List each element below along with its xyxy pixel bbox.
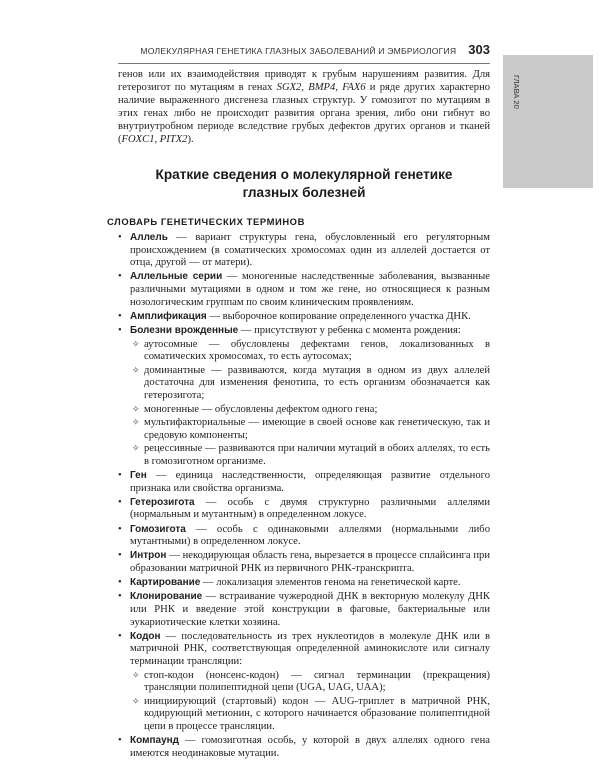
glossary-term (118, 550, 490, 575)
intro-paragraph (118, 68, 490, 146)
running-title: МОЛЕКУЛЯРНАЯ ГЕНЕТИКА ГЛАЗНЫХ ЗАБОЛЕВАНИЙ И ЭМБРИОЛОГИЯ (140, 46, 457, 56)
glossary-list (118, 232, 490, 760)
running-head (118, 42, 490, 64)
term-name: Компаунд (130, 735, 180, 747)
term-definition: — присутствуют у ребенка с момента рождения: (238, 324, 461, 336)
page-content (107, 68, 491, 762)
sub-item (132, 695, 490, 734)
sub-item (132, 364, 490, 403)
term-name: Картирование (130, 577, 201, 589)
section-title (128, 166, 480, 202)
intro-text: ). (187, 134, 194, 145)
glossary-term (118, 325, 490, 469)
glossary-term (118, 591, 490, 629)
term-name: Ген (130, 470, 147, 482)
term-definition: — моногенные наследственные заболевания, вызванные различными мутациями в одном и том же гене, но относящиеся к разным нозологическим группам по своим клиническим проявлениям. (130, 271, 491, 308)
sub-item (132, 669, 490, 695)
term-name: Интрон (130, 550, 167, 562)
gene-name: PITX2 (159, 134, 188, 145)
sub-item-text: стоп-кодон (нонсенс-кодон) — сигнал терминации (прекращения) трансляции полипептидной цепи (UGA, UAG, UAA); (144, 669, 490, 694)
term-definition: — особь с двумя структурно различными аллелями (нормальным и мутантным) в определенном локусе. (130, 496, 490, 521)
term-name: Аллель (130, 232, 168, 243)
glossary-term (118, 497, 490, 522)
glossary-term (118, 232, 490, 270)
diamond-bullet-icon: ✧ (132, 364, 140, 375)
diamond-bullet-icon: ✧ (132, 669, 140, 680)
glossary-heading: СЛОВАРЬ ГЕНЕТИЧЕСКИХ ТЕРМИНОВ (107, 216, 305, 227)
sub-item-text: доминантные — развиваются, когда мутация в одном из двух аллелей достаточна для изменения фенотипа, то есть организм обозначается как гетерозигота; (144, 364, 490, 401)
header-rule (118, 63, 490, 64)
sub-item-text: моногенные — обусловлены дефектом одного гена; (144, 403, 378, 415)
term-definition: — единица наследственности, определяющая развитие отдельного признака или свойства организма. (130, 470, 490, 494)
intro-text: , (335, 82, 343, 93)
section-title-line-1: Краткие сведения о молекулярной генетике (155, 167, 453, 182)
gene-name: FOXC1 (121, 134, 155, 145)
glossary-term (118, 271, 490, 309)
intro-text: и ряде других характерно наличие выраженного дисгенеза глазных структур. У гомозигот по мутациям в этих генах либо не происходит развития органа зрения, либо они гибнут во внутриутробном периоде вследствие грубых дефектов других органов и тканей ( (118, 82, 491, 145)
term-definition: — вариант структуры гена, обусловленный его регуляторным происхождением (в соматических хромосомах один из аллелей достается от отца, другой — от матери). (130, 232, 490, 269)
section-title-line-2: глазных болезней (242, 185, 366, 200)
intro-text: , (301, 82, 309, 93)
sub-item-text: рецессивные — развиваются при наличии мутаций в обоих аллелях, то есть в гомозиготном организме. (144, 443, 490, 467)
term-definition: — гомозиготная особь, у которой в двух аллелях одного гена имеются неодинаковые мутации. (130, 735, 490, 759)
diamond-bullet-icon: ✧ (132, 695, 140, 706)
glossary-term (118, 311, 490, 324)
term-name: Кодон (130, 630, 161, 642)
sub-list (130, 338, 490, 469)
term-definition: — некодирующая область гена, вырезается в процессе сплайсинга при образовании матричной РНК из первичного РНК-транскрипта. (130, 550, 490, 574)
term-name: Болезни врожденные (130, 324, 239, 336)
sub-item (132, 442, 490, 468)
chapter-tab-label: ГЛАВА 20 (512, 75, 521, 109)
glossary-term (118, 524, 490, 549)
sub-item-text: аутосомные — обусловлены дефектами генов, локализованных в соматических хромосомах, то есть аутосомах; (144, 338, 490, 363)
diamond-bullet-icon: ✧ (132, 417, 140, 428)
diamond-bullet-icon: ✧ (132, 403, 140, 414)
diamond-bullet-icon: ✧ (132, 338, 140, 349)
sub-item (132, 416, 490, 442)
intro-text: генов или их взаимодействия приводят к грубым нарушениям развития. Для гетерозигот по мутациям в генах (118, 69, 490, 93)
sub-list (130, 669, 490, 734)
intro-text: , (154, 134, 160, 145)
gene-name: SGX2 (276, 82, 302, 93)
term-name: Клонирование (130, 591, 203, 603)
glossary-term (118, 631, 490, 734)
term-definition: — особь с одинаковыми аллелями (нормальными либо мутантными) в определенном локусе. (130, 523, 490, 548)
sub-item (132, 403, 490, 417)
sub-item-text: мультифакториальные — имеющие в своей основе как генетическую, так и средовую компоненты; (144, 417, 490, 441)
sub-item-text: инициирующий (стартовый) кодон — AUG-триплет в матричной РНК, кодирующий метионин, с которого начинается образование полипептидной цепи в процессе трансляции. (144, 695, 490, 732)
glossary-term (118, 470, 490, 495)
term-name: Аллельные серии (130, 271, 223, 283)
term-name: Гомозигота (130, 523, 186, 535)
term-definition: — встраивание чужеродной ДНК в векторную молекулу ДНК или РНК и введение этой конструкции в фаговые, бактериальные или эукариотические клетки хозяина. (130, 591, 490, 628)
term-name: Гетерозигота (130, 496, 195, 508)
gene-name: FAX6 (342, 82, 366, 93)
sub-item (132, 338, 490, 364)
term-definition: — последовательность из трех нуклеотидов в молекуле ДНК или в матричной РНК, соответствующая определенной аминокислоте или сигналу терминации трансляции: (130, 630, 490, 667)
page-number: 303 (468, 42, 490, 57)
glossary-term (118, 577, 490, 590)
term-definition: — локализация элементов генома на генетической карте. (200, 577, 461, 589)
term-name: Амплификация (130, 310, 207, 322)
diamond-bullet-icon: ✧ (132, 443, 140, 454)
glossary-term (118, 735, 490, 760)
gene-name: BMP4 (308, 82, 336, 93)
term-definition: — выборочное копирование определенного участка ДНК. (206, 310, 471, 322)
